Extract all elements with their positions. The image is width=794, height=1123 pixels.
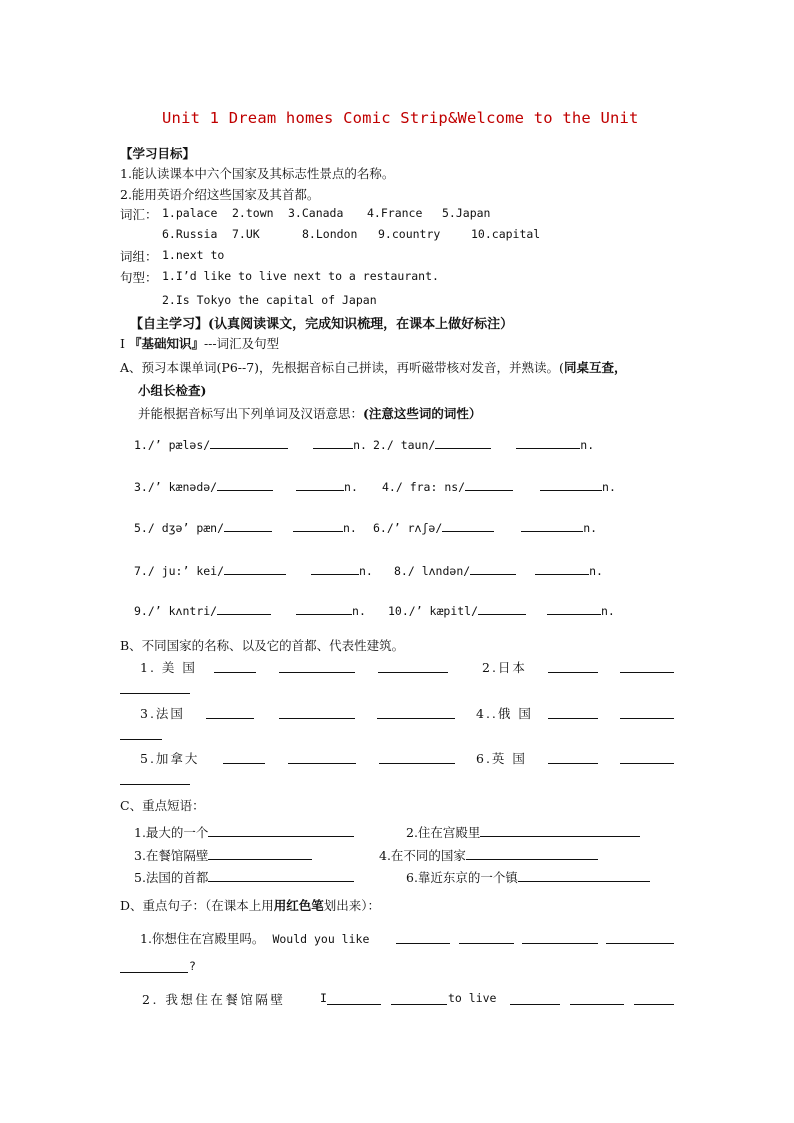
answer-blank[interactable]	[521, 519, 583, 532]
phonetic-num: 9.	[134, 604, 148, 618]
answer-blank[interactable]	[570, 992, 624, 1005]
phrase-item	[379, 846, 598, 864]
phonetic-num: 6.	[373, 521, 387, 535]
phonetic-pos: n.	[358, 564, 373, 578]
key-sentence-cn: 1.你想住在宫殿里吗。	[140, 931, 265, 946]
answer-blank[interactable]	[396, 931, 450, 944]
answer-blank[interactable]	[470, 562, 516, 575]
country-label: 2.日本	[482, 660, 527, 675]
country-label: 1. 美 国	[140, 660, 197, 675]
phonetic-item	[388, 602, 615, 618]
answer-blank[interactable]	[311, 562, 359, 575]
phonetic-ipa: / lʌndən/	[407, 564, 471, 578]
answer-blank[interactable]	[217, 478, 273, 491]
phonetic-item	[134, 562, 373, 578]
page-title: Unit 1 Dream homes Comic Strip&Welcome to the Unit	[162, 109, 639, 127]
answer-blank[interactable]	[540, 478, 602, 491]
key-sentence-en: Would you like	[272, 932, 370, 946]
phrase-item	[406, 868, 650, 886]
objectives-heading: 【学习目标】	[120, 146, 196, 161]
phonetic-item	[382, 478, 616, 494]
phrase-item-text: 3.在餐馆隔壁	[134, 848, 209, 863]
section-a-bold: 同桌互查，	[563, 360, 627, 375]
phonetic-item	[373, 436, 594, 452]
vocab-word: 7.UK	[232, 227, 260, 241]
answer-blank[interactable]	[518, 869, 650, 882]
phonetic-item	[134, 436, 367, 452]
phonetic-pos: n.	[589, 564, 603, 578]
phonetic-ipa: /’ rʌʃə/	[386, 521, 443, 535]
section-b-heading: B、不同国家的名称、以及它的首都、代表性建筑。	[120, 638, 405, 653]
answer-blank[interactable]	[548, 751, 598, 764]
phonetic-item	[394, 562, 603, 578]
phonetic-item	[134, 602, 366, 618]
answer-blank[interactable]	[377, 706, 455, 719]
section-d-heading	[120, 896, 380, 914]
vocab-word: 8.London	[302, 227, 358, 241]
answer-blank[interactable]	[120, 681, 190, 694]
phonetic-pos: n.	[344, 480, 358, 494]
phonetic-ipa: /’ kæpitl/	[408, 604, 479, 618]
section-a-line3-text: 并能根据音标写出下列单词及汉语意思：	[138, 406, 364, 421]
phonetic-item	[134, 478, 358, 494]
phonetic-num: 8.	[394, 564, 408, 578]
phonetic-item	[373, 519, 597, 535]
answer-blank[interactable]	[293, 519, 343, 532]
objective-2: 2.能用英语介绍这些国家及其首都。	[120, 187, 320, 202]
answer-blank[interactable]	[224, 519, 272, 532]
phonetic-pos: n.	[602, 480, 616, 494]
phonetic-ipa: / fra: ns/	[395, 480, 466, 494]
answer-blank[interactable]	[120, 960, 188, 973]
answer-blank[interactable]	[120, 727, 162, 740]
answer-blank[interactable]	[535, 562, 589, 575]
answer-blank[interactable]	[465, 478, 513, 491]
phonetic-num: 10.	[388, 604, 409, 618]
key-sentence-2: 2. 我想住在餐馆隔壁	[142, 992, 286, 1007]
country-label: 5.加拿大	[140, 751, 200, 766]
phrase-item	[406, 823, 640, 841]
phonetic-num: 1.	[134, 438, 148, 452]
selfstudy-heading: 【自主学习】(认真阅读课文，完成知识梳理，在课本上做好标注）	[130, 317, 514, 332]
vocab-word: 1.palace	[162, 206, 218, 220]
vocab-word: 9.country	[378, 227, 441, 241]
phonetic-num: 2.	[373, 438, 387, 452]
section1-title: 『基础知识』	[128, 336, 204, 351]
answer-blank[interactable]	[391, 992, 447, 1005]
section1-roman: Ⅰ	[120, 336, 125, 351]
answer-blank[interactable]	[547, 602, 601, 615]
phrase-item-text: 5.法国的首都	[134, 870, 209, 885]
answer-blank[interactable]	[313, 436, 353, 449]
section-c-heading: C、重点短语：	[120, 798, 205, 813]
phonetic-num: 4.	[382, 480, 396, 494]
answer-blank[interactable]	[120, 772, 190, 785]
section-a-line3-bold: (注意这些词的词性）	[363, 406, 482, 421]
section-a-text: A、预习本课单词(P6--7)，先根据音标自己拼读，再听磁带核对发音，并熟读。(	[120, 360, 564, 375]
phrase-item-text: 2.住在宫殿里	[406, 825, 481, 840]
sentence-2: 2.Is Tokyo the capital of Japan	[162, 293, 377, 307]
key-sentence-2-i: I	[320, 991, 327, 1005]
section-a-line2: 小组长检查)	[138, 383, 207, 398]
phrase-item	[134, 846, 312, 864]
phonetic-ipa: / taun/	[386, 438, 436, 452]
answer-blank[interactable]	[606, 931, 674, 944]
question-mark: ?	[189, 959, 196, 973]
section-a-line3	[138, 404, 481, 422]
answer-blank[interactable]	[478, 602, 526, 615]
answer-blank[interactable]	[548, 660, 598, 673]
answer-blank[interactable]	[217, 602, 271, 615]
answer-blank[interactable]	[548, 706, 598, 719]
phrase-item-text: 6.靠近东京的一个镇	[406, 870, 518, 885]
key-sentence-2-mid: to live	[448, 991, 497, 1005]
phonetic-num: 3.	[134, 480, 148, 494]
answer-blank[interactable]	[206, 706, 254, 719]
phonetic-ipa: /’ pæləs/	[147, 438, 211, 452]
answer-blank[interactable]	[223, 751, 265, 764]
sentence-1: 1.I’d like to live next to a restaurant.	[162, 269, 439, 283]
phrase-item-text: 1.最大的一个	[134, 825, 209, 840]
answer-blank[interactable]	[510, 992, 560, 1005]
answer-blank[interactable]	[208, 824, 354, 837]
phrase-item-text: 4.在不同的国家	[379, 848, 466, 863]
vocab-word: 2.town	[232, 206, 274, 220]
objective-1: 1.能认读课本中六个国家及其标志性景点的名称。	[120, 166, 395, 181]
answer-blank[interactable]	[516, 436, 580, 449]
sentence-label: 句型：	[120, 270, 158, 285]
phrase-label: 词组：	[120, 249, 158, 264]
phonetic-ipa: / ju:’ kei/	[147, 564, 225, 578]
answer-blank[interactable]	[279, 660, 355, 673]
answer-blank[interactable]	[224, 562, 286, 575]
phonetic-pos: n.	[583, 521, 598, 535]
vocab-word: 3.Canada	[288, 206, 344, 220]
phonetic-ipa: / dʒə’ pæn/	[147, 521, 225, 535]
answer-blank[interactable]	[620, 751, 674, 764]
key-sentence-1	[140, 929, 369, 947]
answer-blank[interactable]	[522, 931, 598, 944]
phonetic-pos: n.	[342, 521, 357, 535]
section-d-heading-bold: 用红色笔	[273, 898, 324, 913]
answer-blank[interactable]	[296, 478, 344, 491]
vocab-word: 5.Japan	[442, 206, 491, 220]
answer-blank[interactable]	[459, 931, 514, 944]
answer-blank[interactable]	[480, 824, 640, 837]
phonetic-num: 5.	[134, 521, 148, 535]
phrase-item	[134, 823, 354, 841]
country-label: 6.英 国	[476, 751, 527, 766]
section-a-line1	[120, 358, 626, 376]
section-d-heading-pre: D、重点句子：（在课本上用	[120, 898, 274, 913]
phonetic-item	[134, 519, 357, 535]
answer-blank[interactable]	[214, 660, 256, 673]
answer-blank[interactable]	[378, 660, 448, 673]
answer-blank[interactable]	[208, 847, 312, 860]
answer-blank[interactable]	[379, 751, 455, 764]
answer-blank[interactable]	[288, 751, 356, 764]
answer-blank[interactable]	[279, 706, 355, 719]
phonetic-pos: n.	[600, 604, 615, 618]
phrase-text: 1.next to	[162, 248, 225, 262]
answer-blank[interactable]	[210, 436, 288, 449]
answer-blank[interactable]	[208, 869, 354, 882]
answer-blank[interactable]	[634, 992, 674, 1005]
section1-rest: ---词汇及句型	[203, 336, 280, 351]
phonetic-ipa: /’ kʌntri/	[147, 604, 218, 618]
phonetic-num: 7.	[134, 564, 148, 578]
phonetic-ipa: /’ kænədə/	[147, 480, 218, 494]
answer-blank[interactable]	[620, 660, 674, 673]
vocab-word: 4.France	[367, 206, 423, 220]
phonetic-pos: n.	[353, 438, 367, 452]
answer-blank[interactable]	[435, 436, 491, 449]
vocab-label: 词汇：	[120, 207, 158, 222]
phonetic-pos: n.	[580, 438, 595, 452]
vocab-word: 6.Russia	[162, 227, 218, 241]
answer-blank[interactable]	[442, 519, 494, 532]
section-d-heading-post: 划出来）：	[323, 898, 381, 913]
answer-blank[interactable]	[466, 847, 598, 860]
country-label: 4..俄 国	[476, 706, 533, 721]
answer-blank[interactable]	[620, 706, 674, 719]
phrase-item	[134, 868, 354, 886]
section1-heading	[120, 334, 279, 352]
answer-blank[interactable]	[296, 602, 352, 615]
country-label: 3.法国	[140, 706, 185, 721]
answer-blank[interactable]	[327, 992, 381, 1005]
vocab-word: 10.capital	[471, 227, 541, 241]
phonetic-pos: n.	[352, 604, 366, 618]
